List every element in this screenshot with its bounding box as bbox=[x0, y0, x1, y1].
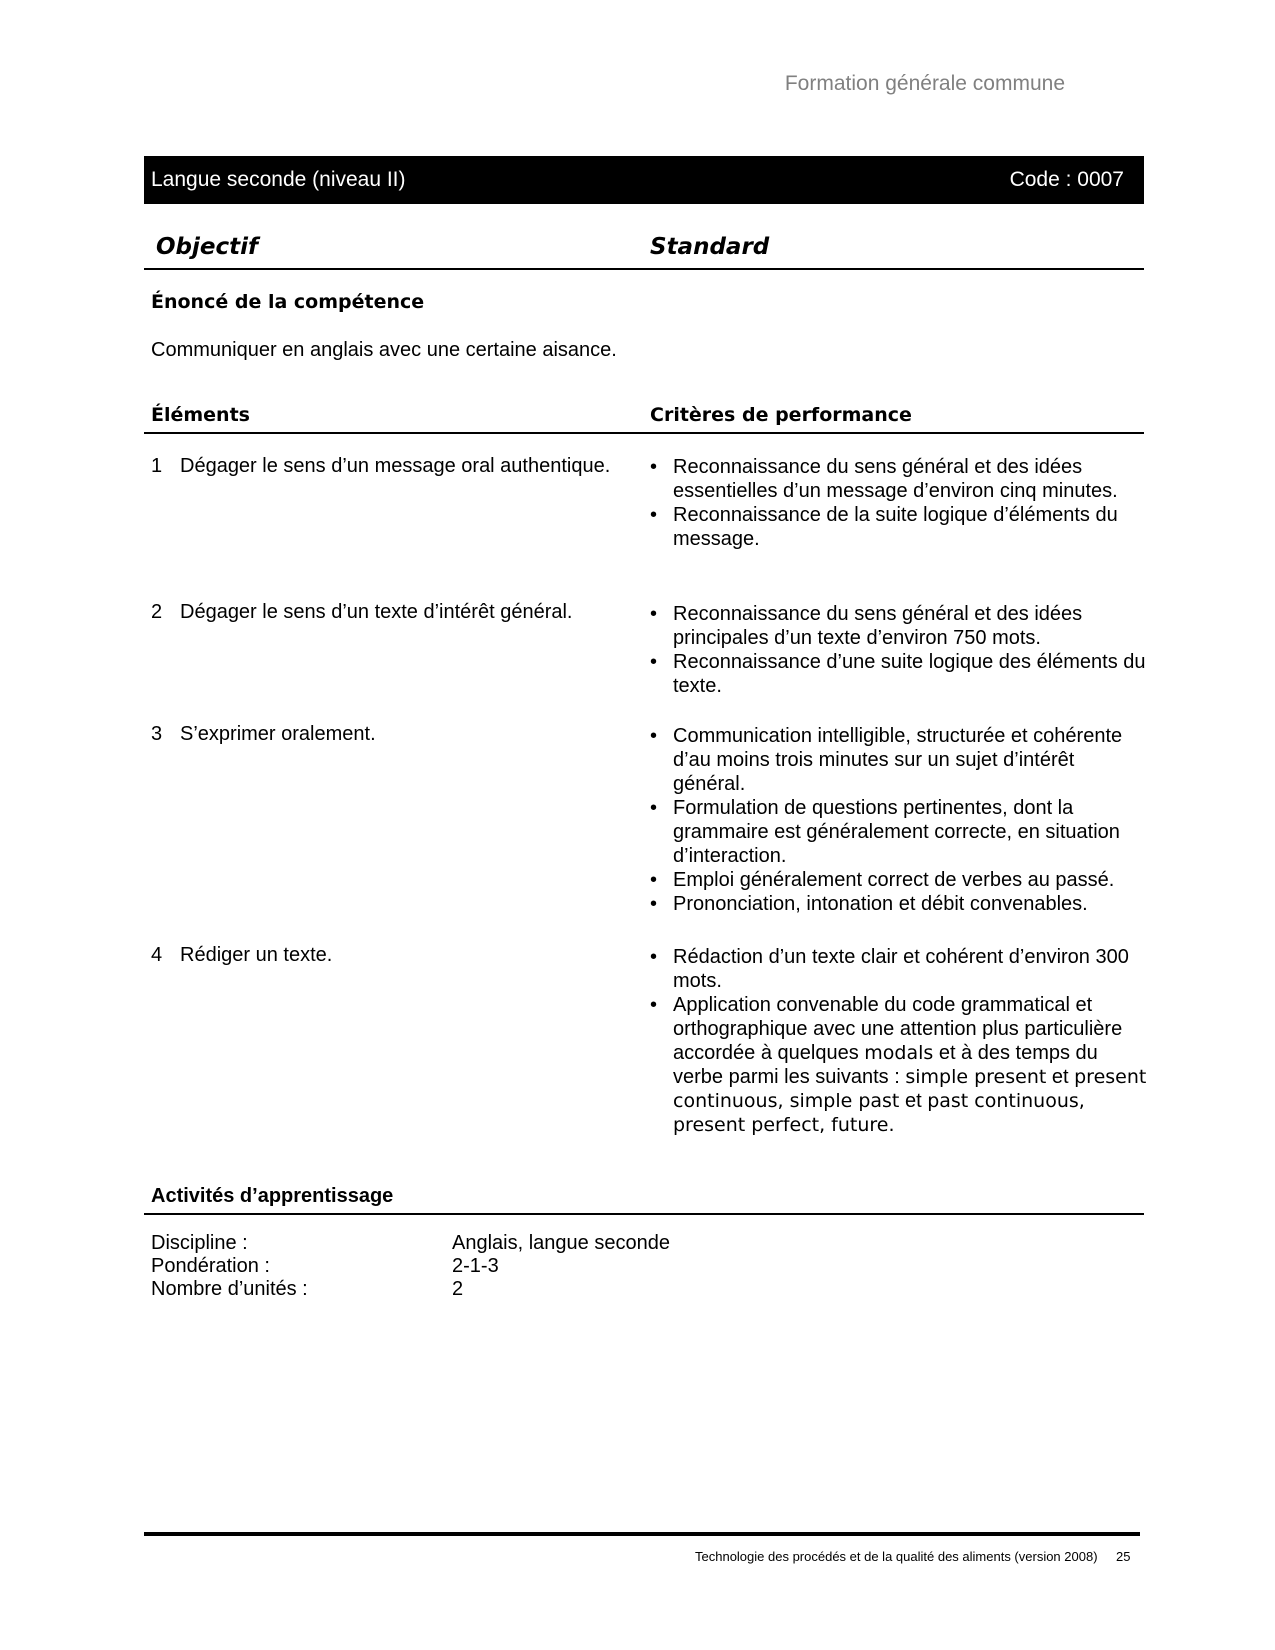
objective-standard-header bbox=[144, 232, 1144, 270]
element-number: 1 bbox=[151, 455, 163, 477]
criteria-heading: Critères de performance bbox=[650, 404, 912, 426]
course-title: Langue seconde (niveau II) bbox=[151, 168, 406, 191]
criterion-item: • Reconnaissance du sens général et des idées principales d’un texte d’environ 750 mots. bbox=[650, 603, 1083, 649]
elements-criteria-header bbox=[144, 402, 1144, 434]
running-header: Formation générale commune bbox=[784, 72, 1065, 95]
element-text: Dégager le sens d’un message oral authentique. bbox=[180, 455, 611, 477]
term-modals: modals bbox=[864, 1042, 934, 1064]
element-number: 3 bbox=[151, 723, 163, 745]
unites-value: 2 bbox=[452, 1278, 464, 1300]
standard-heading: Standard bbox=[650, 234, 770, 260]
element-number: 2 bbox=[151, 601, 163, 623]
unites-label: Nombre d’unités : bbox=[151, 1278, 308, 1300]
discipline-value: Anglais, langue seconde bbox=[452, 1232, 670, 1254]
element-3 bbox=[151, 723, 641, 746]
ponderation-label: Pondération : bbox=[151, 1255, 270, 1277]
page-number: 25 bbox=[1116, 1549, 1131, 1564]
criteria-list-3 bbox=[648, 724, 1148, 916]
element-text: Dégager le sens d’un texte d’intérêt général. bbox=[180, 601, 573, 623]
criterion-item: • Emploi généralement correct de verbes au passé. bbox=[650, 869, 1115, 891]
criterion-item: • Communication intelligible, structurée et cohérente d’au moins trois minutes sur un sujet d’intérêt général. bbox=[650, 725, 1123, 795]
element-text: S’exprimer oralement. bbox=[180, 723, 376, 745]
objectif-heading: Objectif bbox=[156, 234, 259, 260]
course-code: Code : 0007 bbox=[1009, 168, 1124, 191]
element-number: 4 bbox=[151, 944, 163, 966]
discipline-row bbox=[151, 1232, 670, 1255]
criterion-item: • Reconnaissance du sens général et des idées essentielles d’un message d’environ cinq minutes. bbox=[650, 456, 1118, 502]
bullet-icon: • bbox=[650, 994, 658, 1016]
criteria-list-4 bbox=[648, 945, 1148, 1137]
bullet-icon: • bbox=[650, 946, 658, 968]
bullet-icon: • bbox=[650, 504, 658, 526]
bullet-icon: • bbox=[650, 893, 658, 915]
criterion-item: • Reconnaissance d’une suite logique des éléments du texte. bbox=[650, 651, 1146, 697]
ponderation-value: 2-1-3 bbox=[452, 1255, 499, 1277]
discipline-label: Discipline : bbox=[151, 1232, 248, 1254]
term-past-continuous: past continuous, present perfect, future bbox=[673, 1090, 1085, 1136]
bullet-icon: • bbox=[650, 725, 658, 747]
term-simple-present: simple present bbox=[905, 1066, 1047, 1088]
element-text: Rédiger un texte. bbox=[180, 944, 333, 966]
activities-info bbox=[151, 1232, 670, 1301]
activities-header bbox=[144, 1183, 1144, 1215]
unites-row bbox=[151, 1278, 670, 1301]
activities-heading: Activités d’apprentissage bbox=[151, 1185, 394, 1207]
criterion-item: • Rédaction d’un texte clair et cohérent d’environ 300 mots. bbox=[650, 946, 1129, 992]
bullet-icon: • bbox=[650, 869, 658, 891]
criterion-item: • Reconnaissance de la suite logique d’éléments du message. bbox=[650, 504, 1118, 550]
criterion-item: • Formulation de questions pertinentes, dont la grammaire est généralement correcte, en situation d’interaction. bbox=[650, 797, 1120, 867]
enonce-text: Communiquer en anglais avec une certaine aisance. bbox=[151, 339, 617, 361]
bullet-icon: • bbox=[650, 603, 658, 625]
criterion-item: • Prononciation, intonation et débit convenables. bbox=[650, 893, 1088, 915]
bullet-icon: • bbox=[650, 456, 658, 478]
bullet-icon: • bbox=[650, 651, 658, 673]
bullet-icon: • bbox=[650, 797, 658, 819]
footer-title: Technologie des procédés et de la qualité des aliments (version 2008) bbox=[695, 1549, 1098, 1564]
elements-heading: Éléments bbox=[151, 404, 250, 426]
element-1 bbox=[151, 455, 641, 478]
criterion-item: • Application convenable du code grammatical et orthographique avec une attention plus particulière accordée à quelques modals et à des temps du verbe parmi les suivants : simple present et present continuous, simple past et past continuous, present perfect, future. bbox=[650, 994, 1147, 1136]
criteria-list-1 bbox=[648, 455, 1148, 551]
footer-rule bbox=[144, 1532, 1140, 1536]
criteria-list-2 bbox=[648, 602, 1148, 698]
element-2 bbox=[151, 601, 641, 624]
ponderation-row bbox=[151, 1255, 670, 1278]
term-present-continuous: present continuous, simple past bbox=[673, 1066, 1147, 1112]
course-title-bar bbox=[144, 156, 1144, 204]
enonce-heading: Énoncé de la compétence bbox=[151, 291, 425, 313]
element-4 bbox=[151, 944, 641, 967]
